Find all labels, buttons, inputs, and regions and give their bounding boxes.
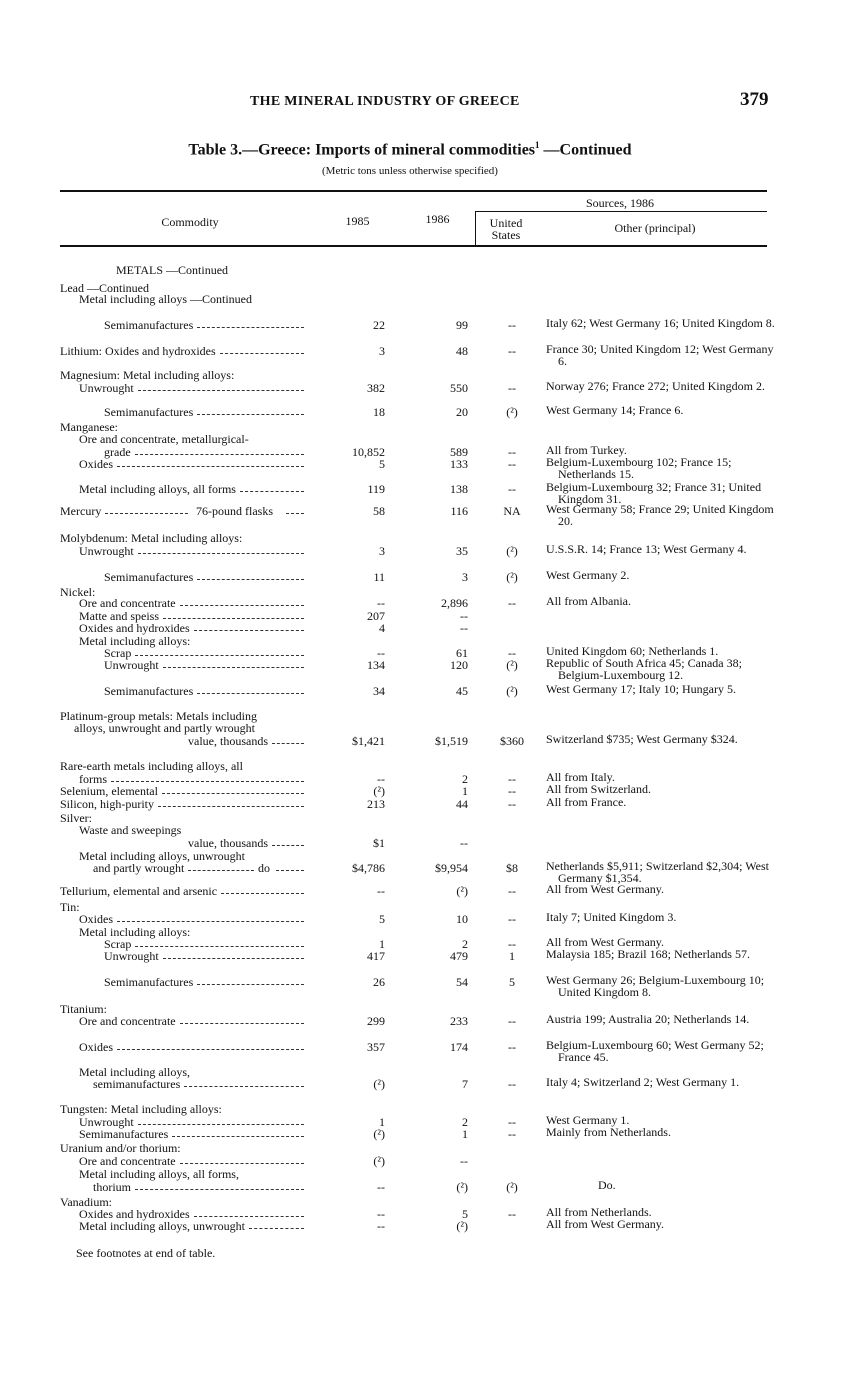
sources-other: Norway 276; France 272; United Kingdom 2. <box>546 379 765 393</box>
header-sources: Sources, 1986 <box>586 196 654 210</box>
value-1986: 7 <box>462 1077 468 1091</box>
leader-dots <box>158 806 304 807</box>
sources-other: West Germany 1. <box>546 1113 630 1127</box>
table-title-footnote-ref: 1 <box>535 140 540 150</box>
leader-dots <box>249 1228 304 1229</box>
sources-other: All from Turkey. <box>546 443 627 457</box>
value-1986: $9,954 <box>435 861 468 875</box>
commodity-label: Tellurium, elemental and arsenic <box>60 884 218 898</box>
sources-underline <box>475 211 767 212</box>
value-1985: $1 <box>373 836 385 850</box>
value-1986: 120 <box>450 658 468 672</box>
sources-other: All from West Germany. <box>546 935 665 949</box>
leader-dots <box>117 1049 304 1050</box>
value-1985: 357 <box>367 1040 385 1054</box>
value-1986: 5 <box>462 1207 468 1221</box>
commodity-label: thorium <box>93 1180 131 1194</box>
commodity-label: Uranium and/or thorium: <box>60 1141 181 1155</box>
sources-other: All from West Germany. <box>546 1217 665 1231</box>
commodity-label: value, thousands <box>188 734 268 748</box>
value-united-states: -- <box>508 1207 516 1221</box>
value-united-states: -- <box>508 1014 516 1028</box>
sources-other: West Germany 2. <box>546 568 630 582</box>
value-1985: -- <box>377 1180 385 1194</box>
header-1985: 1985 <box>345 214 370 228</box>
value-1985: 34 <box>373 684 385 698</box>
commodity-label: Magnesium: Metal including alloys: <box>60 368 235 382</box>
leader-dots <box>197 984 304 985</box>
value-1985: -- <box>377 1219 385 1233</box>
value-1985: (²) <box>373 1127 385 1141</box>
value-1985: (²) <box>373 1077 385 1091</box>
sources-other: Italy 7; United Kingdom 3. <box>546 910 677 924</box>
table-title-text: Table 3.—Greece: Imports of mineral commodities <box>188 141 536 159</box>
leader-dots <box>163 958 304 959</box>
value-1985: -- <box>377 772 385 786</box>
value-united-states: -- <box>508 784 516 798</box>
value-united-states: (²) <box>506 544 518 558</box>
value-1985: 134 <box>367 658 385 672</box>
commodity-label: Lithium: Oxides and hydroxides <box>60 344 216 358</box>
leader-dots <box>272 743 304 744</box>
commodity-label: Metal including alloys —Continued <box>79 292 252 306</box>
value-united-states: -- <box>508 344 516 358</box>
sources-other: All from Switzerland. <box>546 782 651 796</box>
value-1985: 382 <box>367 381 385 395</box>
commodity-label: Unwrought <box>104 949 159 963</box>
commodity-label: Semimanufactures <box>104 405 194 419</box>
value-united-states: -- <box>508 884 516 898</box>
commodity-label: forms <box>79 772 107 786</box>
sources-other: Belgium-Luxembourg 60; West Germany 52; France 45. <box>546 1038 764 1064</box>
value-1986: 99 <box>456 318 468 332</box>
commodity-label: Selenium, elemental <box>60 784 158 798</box>
leader-dots <box>163 667 304 668</box>
value-1986: 35 <box>456 544 468 558</box>
sources-other: United Kingdom 60; Netherlands 1. <box>546 644 719 658</box>
value-1986: 2 <box>462 937 468 951</box>
value-united-states: (²) <box>506 405 518 419</box>
leader-dots <box>117 921 304 922</box>
leader-dots <box>135 946 304 947</box>
value-1985: 213 <box>367 797 385 811</box>
value-1985: 5 <box>379 912 385 926</box>
value-1985: -- <box>377 646 385 660</box>
commodity-label: value, thousands <box>188 836 268 850</box>
commodity-label: Nickel: <box>60 585 96 599</box>
leader-dots <box>111 781 304 782</box>
sources-other: Belgium-Luxembourg 32; France 31; United Kingdom 31. <box>546 480 762 506</box>
value-united-states: (²) <box>506 684 518 698</box>
commodity-label: Matte and speiss <box>79 609 159 623</box>
value-1985: 22 <box>373 318 385 332</box>
value-1986: 48 <box>456 344 468 358</box>
commodity-label: Oxides and hydroxides <box>79 621 190 635</box>
sources-other: Belgium-Luxembourg 102; France 15; Netherlands 15. <box>546 455 732 481</box>
commodity-label: grade <box>104 445 131 459</box>
commodity-label: Semimanufactures <box>104 570 194 584</box>
sources-other: U.S.S.R. 14; France 13; West Germany 4. <box>546 542 747 556</box>
leader-dots <box>240 491 304 492</box>
commodity-label: Titanium: <box>60 1002 107 1016</box>
footnote: See footnotes at end of table. <box>76 1246 216 1260</box>
value-united-states: -- <box>508 937 516 951</box>
value-1985: 299 <box>367 1014 385 1028</box>
value-united-states: -- <box>508 445 516 459</box>
commodity-label: Platinum-group metals: Metals including <box>60 709 257 723</box>
unit-label: 76-pound flasks <box>196 504 273 518</box>
commodity-label: Scrap <box>104 646 132 660</box>
us-column-divider <box>475 211 476 246</box>
table-title <box>0 140 820 159</box>
value-1986: 233 <box>450 1014 468 1028</box>
value-1986: (²) <box>456 1180 468 1194</box>
value-1985: 1 <box>379 1115 385 1129</box>
leader-dots <box>138 553 304 554</box>
value-1986: 138 <box>450 482 468 496</box>
value-united-states: -- <box>508 646 516 660</box>
sources-other: Malaysia 185; Brazil 168; Netherlands 57. <box>546 947 750 961</box>
commodity-label: Metal including alloys: <box>79 925 191 939</box>
commodity-label: Tungsten: Metal including alloys: <box>60 1102 222 1116</box>
leader-dots <box>180 1163 304 1164</box>
commodity-label: Metal including alloys: <box>79 634 191 648</box>
value-1985: 1 <box>379 937 385 951</box>
value-united-states: (²) <box>506 570 518 584</box>
sources-other: All from Netherlands. <box>546 1205 652 1219</box>
leader-dots <box>194 1216 304 1217</box>
leader-dots <box>117 466 304 467</box>
commodity-label: Vanadium: <box>60 1195 112 1209</box>
value-1986: $1,519 <box>435 734 468 748</box>
table-title-continued: —Continued <box>539 141 632 159</box>
leader-dots <box>221 893 304 894</box>
sources-other: Italy 4; Switzerland 2; West Germany 1. <box>546 1075 740 1089</box>
sources-other: All from France. <box>546 795 627 809</box>
sources-other: West Germany 14; France 6. <box>546 403 684 417</box>
value-1985: -- <box>377 884 385 898</box>
leader-dots <box>138 1124 304 1125</box>
commodity-label: Semimanufactures <box>79 1127 169 1141</box>
value-1986: 54 <box>456 975 468 989</box>
leader-dots <box>197 327 304 328</box>
value-united-states: -- <box>508 381 516 395</box>
commodity-label: Ore and concentrate <box>79 596 176 610</box>
leader-dots <box>188 870 254 871</box>
value-1985: 26 <box>373 975 385 989</box>
value-1985: 3 <box>379 544 385 558</box>
leader-dots <box>276 870 304 871</box>
commodity-label: Ore and concentrate, metallurgical- <box>79 432 249 446</box>
sources-other: All from West Germany. <box>546 882 665 896</box>
value-1986: 45 <box>456 684 468 698</box>
value-united-states: $8 <box>506 861 518 875</box>
value-1985: 5 <box>379 457 385 471</box>
sources-other: Mainly from Netherlands. <box>546 1125 671 1139</box>
commodity-label: Mercury <box>60 504 102 518</box>
leader-dots <box>197 693 304 694</box>
commodity-label: Lead —Continued <box>60 281 149 295</box>
value-1986: 44 <box>456 797 468 811</box>
sources-other: West Germany 17; Italy 10; Hungary 5. <box>546 682 736 696</box>
value-1985: (²) <box>373 784 385 798</box>
sources-other: West Germany 26; Belgium-Luxembourg 10; United Kingdom 8. <box>546 973 765 999</box>
sources-other: Austria 199; Australia 20; Netherlands 14. <box>546 1012 750 1026</box>
header-united-states: United States <box>489 216 523 242</box>
value-united-states: NA <box>503 504 521 518</box>
commodity-label: Oxides <box>79 912 113 926</box>
value-united-states: 5 <box>509 975 515 989</box>
page-number: 379 <box>740 89 769 110</box>
value-united-states: (²) <box>506 1180 518 1194</box>
running-head: THE MINERAL INDUSTRY OF GREECE <box>250 94 520 109</box>
commodity-label: Metal including alloys, <box>79 1065 190 1079</box>
commodity-label: Metal including alloys, all forms <box>79 482 236 496</box>
commodity-label: Oxides <box>79 457 113 471</box>
commodity-label: and partly wrought <box>93 861 185 875</box>
leader-dots <box>197 414 304 415</box>
value-1986: 174 <box>450 1040 468 1054</box>
commodity-label: Unwrought <box>104 658 159 672</box>
value-1985: -- <box>377 596 385 610</box>
leader-dots <box>272 845 304 846</box>
leader-dots <box>194 630 304 631</box>
value-1985: 3 <box>379 344 385 358</box>
sources-other: All from Albania. <box>546 594 631 608</box>
commodity-label: Semimanufactures <box>104 975 194 989</box>
commodity-label: alloys, unwrought and partly wrought <box>74 721 255 735</box>
header-bottom-rule <box>60 245 767 247</box>
value-united-states: 1 <box>509 949 515 963</box>
leader-dots <box>138 390 304 391</box>
commodity-label: Unwrought <box>79 1115 134 1129</box>
value-1985: $1,421 <box>352 734 385 748</box>
sources-other: Do. <box>598 1178 616 1192</box>
ditto-label: do <box>258 861 270 875</box>
leader-dots <box>286 513 304 514</box>
value-united-states: -- <box>508 1127 516 1141</box>
commodity-label: Metal including alloys, unwrought <box>79 1219 245 1233</box>
value-1985: 11 <box>373 570 385 584</box>
value-1985: 417 <box>367 949 385 963</box>
value-1986: 2 <box>462 1115 468 1129</box>
commodity-label: Scrap <box>104 937 132 951</box>
sources-other: France 30; United Kingdom 12; West Germany 6. <box>546 342 774 368</box>
value-1985: 119 <box>367 482 385 496</box>
value-1986: 10 <box>456 912 468 926</box>
commodity-label: Unwrought <box>79 544 134 558</box>
value-1985: -- <box>377 1207 385 1221</box>
commodity-label: Ore and concentrate <box>79 1154 176 1168</box>
value-1986: 61 <box>456 646 468 660</box>
header-1986: 1986 <box>425 212 450 226</box>
value-1985: (²) <box>373 1154 385 1168</box>
value-1986: 1 <box>462 784 468 798</box>
leader-dots <box>220 353 304 354</box>
sources-other: West Germany 58; France 29; United Kingdom 20. <box>546 502 774 528</box>
commodity-label: Tin: <box>60 900 80 914</box>
commodity-label: Ore and concentrate <box>79 1014 176 1028</box>
leader-dots <box>163 618 304 619</box>
value-1986: -- <box>460 609 468 623</box>
value-1986: (²) <box>456 1219 468 1233</box>
value-1985: 58 <box>373 504 385 518</box>
sources-other: Netherlands $5,911; Switzerland $2,304; West Germany $1,354. <box>546 859 769 885</box>
value-1986: 2,896 <box>441 596 468 610</box>
value-1985: 18 <box>373 405 385 419</box>
value-united-states: -- <box>508 772 516 786</box>
value-1986: 116 <box>450 504 468 518</box>
leader-dots <box>135 655 304 656</box>
commodity-label: Metal including alloys, unwrought <box>79 849 245 863</box>
value-1985: $4,786 <box>352 861 385 875</box>
commodity-label: Oxides <box>79 1040 113 1054</box>
leader-dots <box>172 1136 304 1137</box>
value-1985: 10,852 <box>352 445 385 459</box>
value-1986: 550 <box>450 381 468 395</box>
value-1986: 133 <box>450 457 468 471</box>
value-united-states: -- <box>508 912 516 926</box>
commodity-label: Metal including alloys, all forms, <box>79 1167 239 1181</box>
value-1986: 1 <box>462 1127 468 1141</box>
value-1986: -- <box>460 1154 468 1168</box>
leader-dots <box>105 513 188 514</box>
leader-dots <box>184 1086 304 1087</box>
leader-dots <box>180 1023 304 1024</box>
value-1986: -- <box>460 621 468 635</box>
header-other-principal: Other (principal) <box>614 221 696 235</box>
value-1986: 589 <box>450 445 468 459</box>
value-1986: 479 <box>450 949 468 963</box>
leader-dots <box>197 579 304 580</box>
header-commodity: Commodity <box>161 215 219 229</box>
commodity-label: Waste and sweepings <box>79 823 182 837</box>
value-1985: 4 <box>379 621 385 635</box>
table-subtitle: (Metric tons unless otherwise specified) <box>322 165 498 177</box>
sources-other: Switzerland $735; West Germany $324. <box>546 732 738 746</box>
commodity-label: Silicon, high-purity <box>60 797 154 811</box>
commodity-label: Oxides and hydroxides <box>79 1207 190 1221</box>
sources-other: Republic of South Africa 45; Canada 38; Belgium-Luxembourg 12. <box>546 656 742 682</box>
commodity-label: semimanufactures <box>93 1077 181 1091</box>
value-1986: 3 <box>462 570 468 584</box>
value-united-states: -- <box>508 1115 516 1129</box>
value-united-states: -- <box>508 457 516 471</box>
header-top-rule <box>60 190 767 192</box>
leader-dots <box>162 793 304 794</box>
value-1986: 20 <box>456 405 468 419</box>
value-united-states: $360 <box>500 734 524 748</box>
commodity-label: Molybdenum: Metal including alloys: <box>60 531 243 545</box>
sources-other: All from Italy. <box>546 770 615 784</box>
value-united-states: -- <box>508 1077 516 1091</box>
leader-dots <box>135 454 304 455</box>
value-united-states: -- <box>508 482 516 496</box>
leader-dots <box>180 605 304 606</box>
commodity-label: Semimanufactures <box>104 684 194 698</box>
value-united-states: (²) <box>506 658 518 672</box>
commodity-label: Rare-earth metals including alloys, all <box>60 759 243 773</box>
value-united-states: -- <box>508 1040 516 1054</box>
value-1986: -- <box>460 836 468 850</box>
leader-dots <box>135 1189 304 1190</box>
sources-other: Italy 62; West Germany 16; United Kingdom 8. <box>546 316 775 330</box>
value-united-states: -- <box>508 318 516 332</box>
value-1985: 207 <box>367 609 385 623</box>
commodity-label: Silver: <box>60 811 92 825</box>
value-united-states: -- <box>508 596 516 610</box>
commodity-label: Semimanufactures <box>104 318 194 332</box>
value-1986: 2 <box>462 772 468 786</box>
commodity-label: METALS —Continued <box>116 263 229 277</box>
value-united-states: -- <box>508 797 516 811</box>
commodity-label: Unwrought <box>79 381 134 395</box>
value-1986: (²) <box>456 884 468 898</box>
commodity-label: Manganese: <box>60 420 118 434</box>
